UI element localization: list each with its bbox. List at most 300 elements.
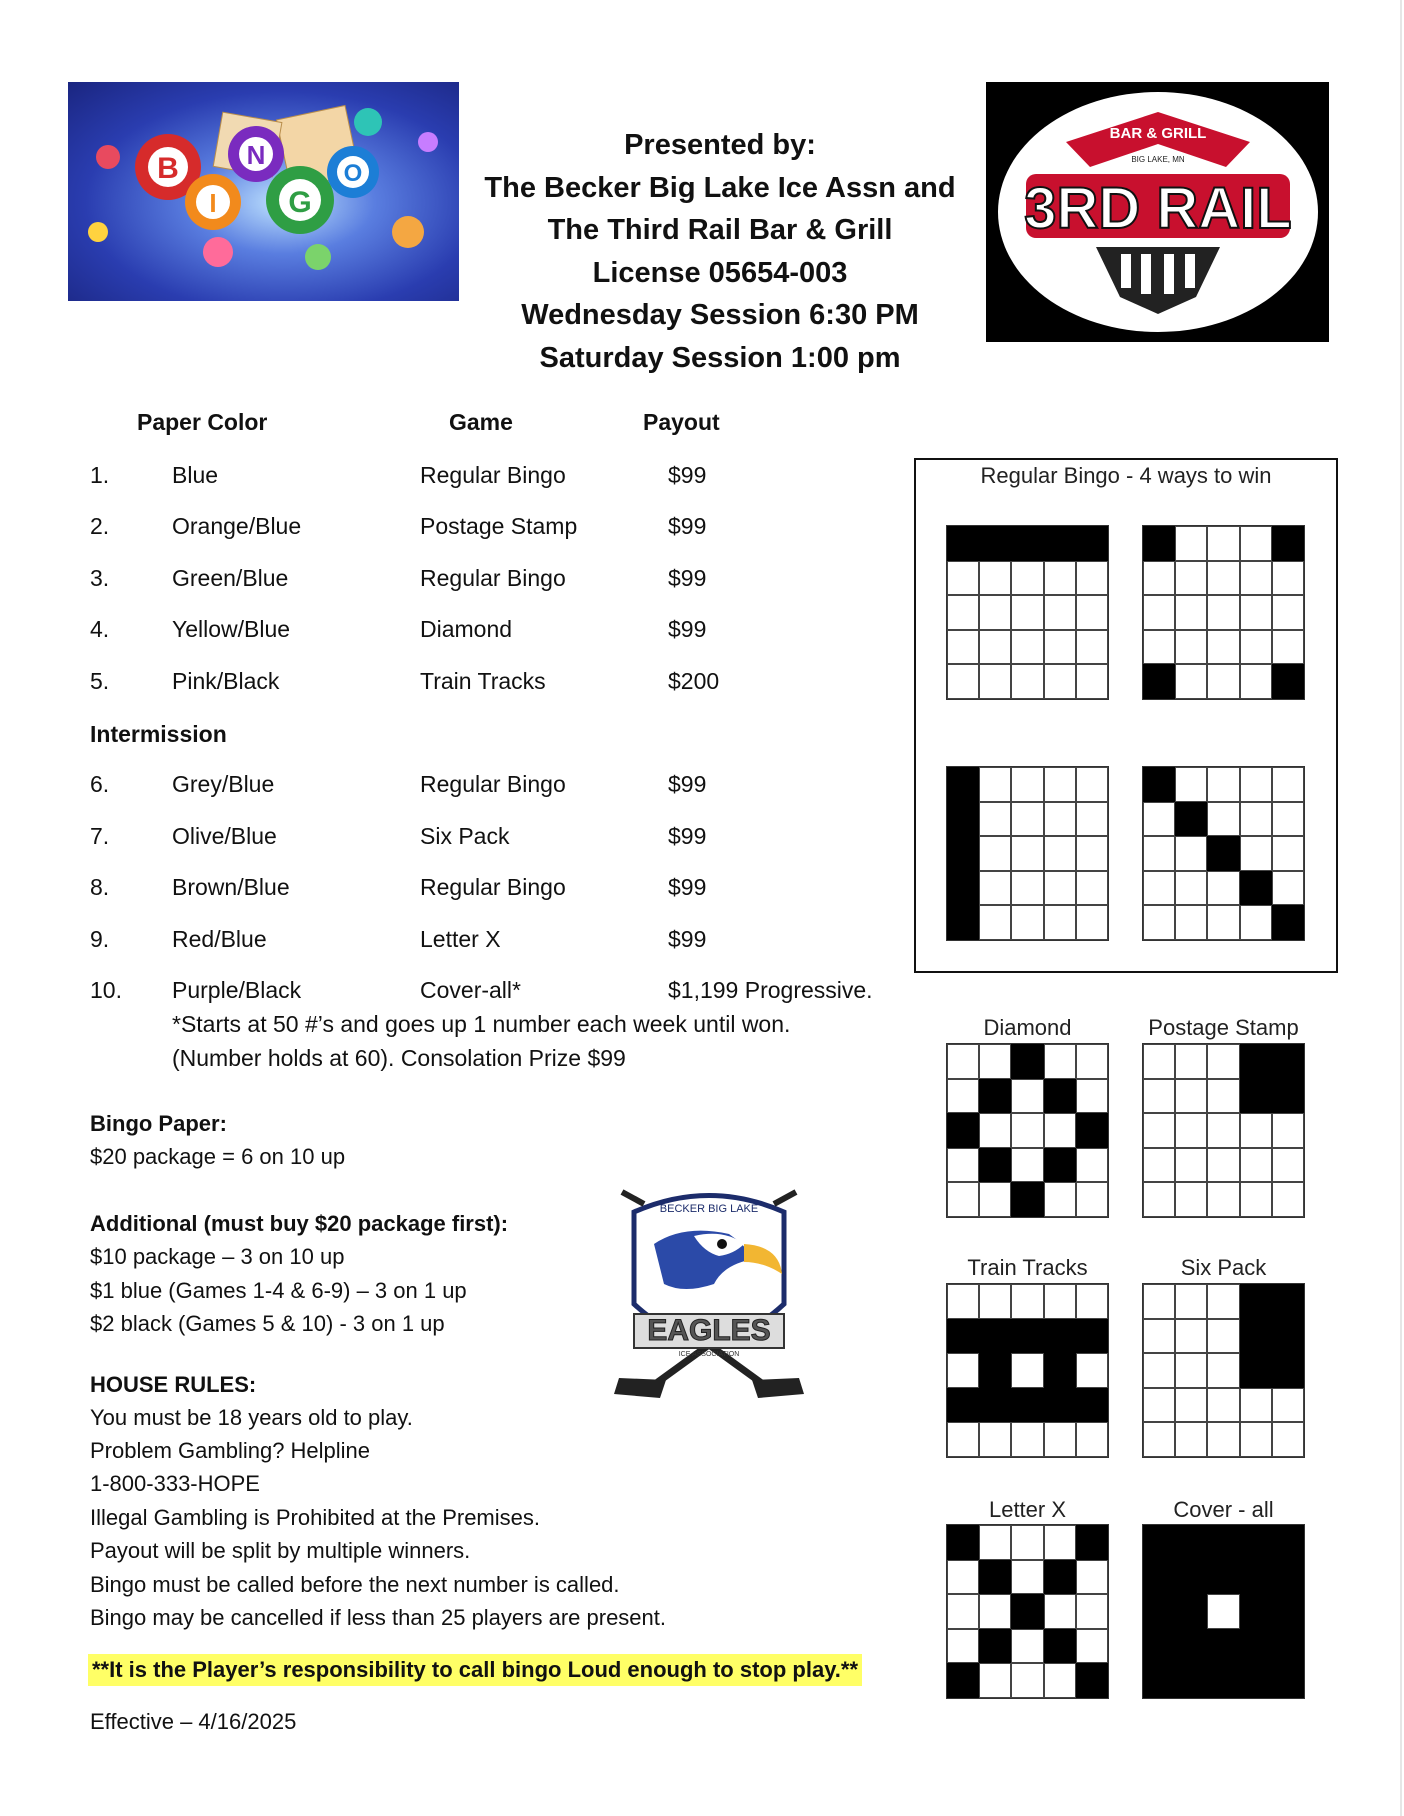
filled-cell [1207, 1663, 1239, 1698]
filled-cell [1175, 1560, 1207, 1595]
additional-item: $2 black (Games 5 & 10) - 3 on 1 up [90, 1311, 445, 1336]
consolation-note: (Number holds at 60). Consolation Prize $99 [172, 1045, 626, 1071]
payout: $99 [668, 823, 707, 849]
pattern-grid-postage-stamp [1142, 1043, 1305, 1218]
empty-cell [947, 630, 979, 665]
empty-cell [979, 767, 1011, 802]
empty-cell [1272, 561, 1304, 596]
empty-cell [1175, 1113, 1207, 1148]
payout-header: Payout [643, 409, 720, 435]
empty-cell [1175, 1422, 1207, 1457]
filled-cell [979, 1629, 1011, 1664]
effective-date: Effective – 4/16/2025 [90, 1709, 297, 1734]
empty-cell [1207, 1284, 1239, 1319]
filled-cell [1240, 1525, 1272, 1560]
empty-cell [1143, 1182, 1175, 1217]
game-number: 1. [90, 462, 110, 488]
payout: $99 [668, 771, 707, 797]
empty-cell [1175, 1044, 1207, 1079]
empty-cell [947, 664, 979, 699]
filled-cell [1175, 1663, 1207, 1698]
empty-cell [1207, 1353, 1239, 1388]
empty-cell [1272, 1388, 1304, 1423]
empty-cell [1076, 802, 1108, 837]
filled-cell [1272, 1353, 1304, 1388]
filled-cell [1272, 526, 1304, 561]
empty-cell [1240, 802, 1272, 837]
empty-cell [1076, 595, 1108, 630]
filled-cell [947, 1663, 979, 1698]
empty-cell [1207, 802, 1239, 837]
paper-color: Orange/Blue [172, 513, 302, 539]
pattern-grid-cover-all [1142, 1524, 1305, 1699]
third-rail-logo [986, 82, 1329, 342]
payout: $99 [668, 565, 707, 591]
filled-cell [947, 1388, 979, 1423]
empty-cell [1207, 1388, 1239, 1423]
empty-cell [1011, 1113, 1043, 1148]
empty-cell [1175, 1319, 1207, 1354]
schedule-row [0, 874, 900, 904]
wednesday-session-line: Wednesday Session 6:30 PM [521, 299, 919, 331]
bingo-paper-title: Bingo Paper: [90, 1111, 227, 1136]
empty-cell [947, 561, 979, 596]
empty-cell [1240, 595, 1272, 630]
filled-cell [1076, 1663, 1108, 1698]
empty-cell [1044, 630, 1076, 665]
empty-cell [1076, 1284, 1108, 1319]
empty-cell [1143, 871, 1175, 906]
paper-color: Yellow/Blue [172, 616, 291, 642]
empty-cell [1044, 1044, 1076, 1079]
filled-cell [1044, 1560, 1076, 1595]
filled-cell [979, 1319, 1011, 1354]
empty-cell [1011, 1079, 1043, 1114]
responsibility-highlight: **It is the Player’s responsibility to call bingo Loud enough to stop play.** [88, 1654, 862, 1686]
empty-cell [1207, 664, 1239, 699]
empty-cell [1044, 561, 1076, 596]
bingo-letter-i: I [209, 188, 217, 218]
filled-cell [1011, 1182, 1043, 1217]
empty-cell [1143, 561, 1175, 596]
diamond-title: Diamond [983, 1015, 1072, 1040]
filled-cell [1076, 1319, 1108, 1354]
payout: $99 [668, 513, 707, 539]
payout: $99 [668, 616, 707, 642]
empty-cell [1272, 1422, 1304, 1457]
empty-cell [979, 802, 1011, 837]
empty-cell [1207, 1594, 1239, 1629]
filled-cell [1011, 1594, 1043, 1629]
schedule-row [0, 823, 900, 853]
pattern-grid-vertical [946, 766, 1109, 941]
pattern-grid-train-tracks [946, 1283, 1109, 1458]
empty-cell [947, 1629, 979, 1664]
empty-cell [1207, 767, 1239, 802]
filled-cell [947, 871, 979, 906]
empty-cell [1044, 595, 1076, 630]
schedule-row [0, 977, 900, 1007]
filled-cell [1207, 1629, 1239, 1664]
empty-cell [1011, 630, 1043, 665]
empty-cell [979, 1663, 1011, 1698]
empty-cell [1207, 1182, 1239, 1217]
filled-cell [1143, 1663, 1175, 1698]
eagle-hockey-crest-icon [614, 1192, 804, 1398]
empty-cell [1143, 1319, 1175, 1354]
empty-cell [1076, 1044, 1108, 1079]
page-edge [1400, 0, 1402, 1816]
payout: $200 [668, 668, 720, 694]
empty-cell [947, 1284, 979, 1319]
payout: $99 [668, 462, 707, 488]
empty-cell [1175, 836, 1207, 871]
pattern-grid-diagonal [1142, 766, 1305, 941]
empty-cell [1207, 1079, 1239, 1114]
empty-cell [1175, 1353, 1207, 1388]
empty-cell [1011, 1284, 1043, 1319]
eagles-top-text: BECKER BIG LAKE [659, 1203, 759, 1215]
empty-cell [1011, 1629, 1043, 1664]
filled-cell [1272, 1079, 1304, 1114]
game-number: 2. [90, 513, 110, 539]
empty-cell [1175, 1079, 1207, 1114]
game-number: 4. [90, 616, 110, 642]
filled-cell [1143, 1525, 1175, 1560]
postage-stamp-title: Postage Stamp [1148, 1015, 1299, 1040]
additional-item: $10 package – 3 on 10 up [90, 1244, 345, 1269]
filled-cell [979, 526, 1011, 561]
filled-cell [947, 836, 979, 871]
filled-cell [1207, 1525, 1239, 1560]
filled-cell [979, 1560, 1011, 1595]
empty-cell [1076, 1079, 1108, 1114]
filled-cell [947, 905, 979, 940]
empty-cell [1207, 905, 1239, 940]
empty-cell [1076, 767, 1108, 802]
payout: $1,199 Progressive. [668, 977, 873, 1003]
empty-cell [1240, 1422, 1272, 1457]
empty-cell [1044, 836, 1076, 871]
empty-cell [1175, 664, 1207, 699]
game-name: Diamond [420, 616, 513, 642]
empty-cell [947, 1044, 979, 1079]
empty-cell [947, 1594, 979, 1629]
empty-cell [1240, 630, 1272, 665]
filled-cell [1143, 1594, 1175, 1629]
filled-cell [1175, 802, 1207, 837]
game-name: Train Tracks [420, 668, 546, 694]
empty-cell [1143, 1044, 1175, 1079]
empty-cell [979, 595, 1011, 630]
filled-cell [1044, 1079, 1076, 1114]
empty-cell [979, 664, 1011, 699]
game-number: 9. [90, 926, 110, 952]
game-name: Six Pack [420, 823, 510, 849]
empty-cell [1272, 595, 1304, 630]
empty-cell [979, 1525, 1011, 1560]
empty-cell [1175, 905, 1207, 940]
bingo-letter-o: O [343, 160, 363, 187]
empty-cell [1175, 1182, 1207, 1217]
empty-cell [947, 1560, 979, 1595]
empty-cell [1076, 836, 1108, 871]
filled-cell [1272, 1319, 1304, 1354]
progressive-note: *Starts at 50 #’s and goes up 1 number each week until won. [172, 1011, 791, 1037]
empty-cell [1272, 1113, 1304, 1148]
filled-cell [1272, 1663, 1304, 1698]
paper-color: Grey/Blue [172, 771, 275, 797]
game-name: Cover-all* [420, 977, 521, 1003]
filled-cell [1076, 526, 1108, 561]
empty-cell [1240, 767, 1272, 802]
rail-main-text: 3RD RAIL [1024, 176, 1292, 241]
empty-cell [979, 1594, 1011, 1629]
filled-cell [1143, 526, 1175, 561]
filled-cell [1011, 1388, 1043, 1423]
filled-cell [1240, 1560, 1272, 1595]
empty-cell [1044, 767, 1076, 802]
empty-cell [979, 1284, 1011, 1319]
filled-cell [1011, 1319, 1043, 1354]
paper-color: Pink/Black [172, 668, 280, 694]
schedule-row [0, 565, 900, 595]
game-name: Postage Stamp [420, 513, 578, 539]
rule-line: Illegal Gambling is Prohibited at the Premises. [90, 1505, 540, 1530]
empty-cell [947, 1422, 979, 1457]
empty-cell [1143, 1422, 1175, 1457]
empty-cell [979, 1182, 1011, 1217]
empty-cell [1143, 1284, 1175, 1319]
filled-cell [947, 1525, 979, 1560]
pattern-grid-corners [1142, 525, 1305, 700]
empty-cell [1011, 1148, 1043, 1183]
pattern-grid-letter-x [946, 1524, 1109, 1699]
filled-cell [1175, 1629, 1207, 1664]
empty-cell [1240, 526, 1272, 561]
empty-cell [1076, 905, 1108, 940]
pattern-grid-diamond [946, 1043, 1109, 1218]
six-pack-title: Six Pack [1180, 1255, 1267, 1280]
empty-cell [1076, 1353, 1108, 1388]
paper-color: Olive/Blue [172, 823, 277, 849]
empty-cell [1011, 561, 1043, 596]
empty-cell [1240, 1388, 1272, 1423]
paper-color-header: Paper Color [137, 409, 268, 435]
empty-cell [1011, 871, 1043, 906]
filled-cell [1143, 664, 1175, 699]
empty-cell [1175, 871, 1207, 906]
venue-line: The Third Rail Bar & Grill [547, 214, 893, 246]
empty-cell [1011, 905, 1043, 940]
empty-cell [1076, 1422, 1108, 1457]
empty-cell [1044, 871, 1076, 906]
filled-cell [1272, 1629, 1304, 1664]
additional-item: $1 blue (Games 1-4 & 6-9) – 3 on 1 up [90, 1278, 467, 1303]
helpline-number: 1-800-333-HOPE [90, 1471, 260, 1496]
filled-cell [1175, 1525, 1207, 1560]
filled-cell [1240, 1284, 1272, 1319]
additional-title: Additional (must buy $20 package first): [90, 1211, 509, 1236]
bingo-letter-n: N [246, 140, 266, 170]
filled-cell [1044, 1629, 1076, 1664]
letter-x-title: Letter X [988, 1497, 1067, 1522]
empty-cell [1143, 595, 1175, 630]
package-line: $20 package = 6 on 10 up [90, 1144, 346, 1169]
empty-cell [1011, 595, 1043, 630]
empty-cell [1272, 836, 1304, 871]
empty-cell [1011, 1663, 1043, 1698]
empty-cell [1044, 802, 1076, 837]
filled-cell [1240, 1044, 1272, 1079]
filled-cell [947, 526, 979, 561]
filled-cell [1143, 1560, 1175, 1595]
empty-cell [1143, 1148, 1175, 1183]
rule-line: Bingo must be called before the next number is called. [90, 1572, 620, 1597]
empty-cell [1011, 1525, 1043, 1560]
empty-cell [1076, 1182, 1108, 1217]
empty-cell [947, 1079, 979, 1114]
presented-by-block [480, 124, 960, 379]
empty-cell [1175, 1148, 1207, 1183]
empty-cell [1011, 1560, 1043, 1595]
empty-cell [1011, 664, 1043, 699]
empty-cell [1207, 1044, 1239, 1079]
rule-line: You must be 18 years old to play. [90, 1405, 413, 1430]
empty-cell [1207, 561, 1239, 596]
game-name: Letter X [420, 926, 501, 952]
presented-by-line: Presented by: [624, 129, 816, 161]
filled-cell [1240, 1663, 1272, 1698]
filled-cell [1207, 836, 1239, 871]
filled-cell [1272, 1525, 1304, 1560]
paper-color: Red/Blue [172, 926, 267, 952]
empty-cell [1240, 561, 1272, 596]
filled-cell [1240, 1629, 1272, 1664]
filled-cell [1272, 1560, 1304, 1595]
filled-cell [1044, 1148, 1076, 1183]
payout: $99 [668, 926, 707, 952]
empty-cell [1011, 767, 1043, 802]
empty-cell [1011, 1353, 1043, 1388]
empty-cell [1044, 1594, 1076, 1629]
empty-cell [1175, 767, 1207, 802]
filled-cell [1272, 1044, 1304, 1079]
empty-cell [1143, 1113, 1175, 1148]
empty-cell [1076, 1594, 1108, 1629]
empty-cell [1011, 1422, 1043, 1457]
empty-cell [1076, 1629, 1108, 1664]
filled-cell [979, 1148, 1011, 1183]
empty-cell [1240, 1113, 1272, 1148]
empty-cell [1011, 836, 1043, 871]
filled-cell [947, 767, 979, 802]
empty-cell [1044, 1182, 1076, 1217]
empty-cell [1143, 630, 1175, 665]
filled-cell [1207, 1560, 1239, 1595]
schedule-row [0, 513, 900, 543]
filled-cell [1272, 905, 1304, 940]
game-name: Regular Bingo [420, 565, 566, 591]
game-number: 7. [90, 823, 110, 849]
bingo-logo [68, 82, 459, 301]
empty-cell [1240, 664, 1272, 699]
empty-cell [979, 561, 1011, 596]
filled-cell [979, 1353, 1011, 1388]
schedule-row [0, 668, 900, 698]
empty-cell [1076, 664, 1108, 699]
filled-cell [1011, 1044, 1043, 1079]
filled-cell [947, 802, 979, 837]
filled-cell [1044, 1388, 1076, 1423]
empty-cell [979, 1113, 1011, 1148]
payout: $99 [668, 874, 707, 900]
empty-cell [1044, 1284, 1076, 1319]
bingo-letter-b: B [157, 152, 179, 185]
empty-cell [947, 1148, 979, 1183]
empty-cell [979, 871, 1011, 906]
empty-cell [1076, 1148, 1108, 1183]
paper-color: Brown/Blue [172, 874, 290, 900]
filled-cell [947, 1113, 979, 1148]
empty-cell [1207, 871, 1239, 906]
empty-cell [1044, 1525, 1076, 1560]
pattern-grid-horizontal [946, 525, 1109, 700]
filled-cell [1011, 526, 1043, 561]
empty-cell [1207, 526, 1239, 561]
empty-cell [1240, 905, 1272, 940]
game-name: Regular Bingo [420, 771, 566, 797]
empty-cell [979, 1044, 1011, 1079]
empty-cell [1143, 1353, 1175, 1388]
filled-cell [1143, 1629, 1175, 1664]
schedule-row [0, 771, 900, 801]
rule-line: Problem Gambling? Helpline [90, 1438, 371, 1463]
empty-cell [979, 630, 1011, 665]
rule-line: Payout will be split by multiple winners. [90, 1538, 471, 1563]
empty-cell [1143, 836, 1175, 871]
game-name: Regular Bingo [420, 462, 566, 488]
empty-cell [1207, 595, 1239, 630]
rail-sub-text: BIG LAKE, MN [1131, 155, 1185, 164]
empty-cell [1011, 802, 1043, 837]
filled-cell [1076, 1388, 1108, 1423]
filled-cell [1240, 1353, 1272, 1388]
paper-color: Purple/Black [172, 977, 302, 1003]
filled-cell [1076, 1525, 1108, 1560]
empty-cell [1175, 1284, 1207, 1319]
game-number: 8. [90, 874, 110, 900]
empty-cell [1207, 1319, 1239, 1354]
schedule-row [0, 616, 900, 646]
empty-cell [1272, 802, 1304, 837]
empty-cell [947, 1182, 979, 1217]
pattern-grid-six-pack [1142, 1283, 1305, 1458]
ways-to-win-title: Regular Bingo - 4 ways to win [980, 463, 1272, 488]
filled-cell [1044, 1319, 1076, 1354]
empty-cell [1207, 630, 1239, 665]
filled-cell [1076, 1113, 1108, 1148]
schedule-row [0, 462, 900, 492]
house-rules-title: HOUSE RULES: [90, 1372, 257, 1397]
empty-cell [979, 836, 1011, 871]
empty-cell [1044, 1422, 1076, 1457]
license-line: License 05654-003 [592, 256, 848, 289]
empty-cell [1143, 1079, 1175, 1114]
eagles-main-text: EAGLES [647, 1314, 771, 1347]
filled-cell [1272, 664, 1304, 699]
empty-cell [1175, 595, 1207, 630]
